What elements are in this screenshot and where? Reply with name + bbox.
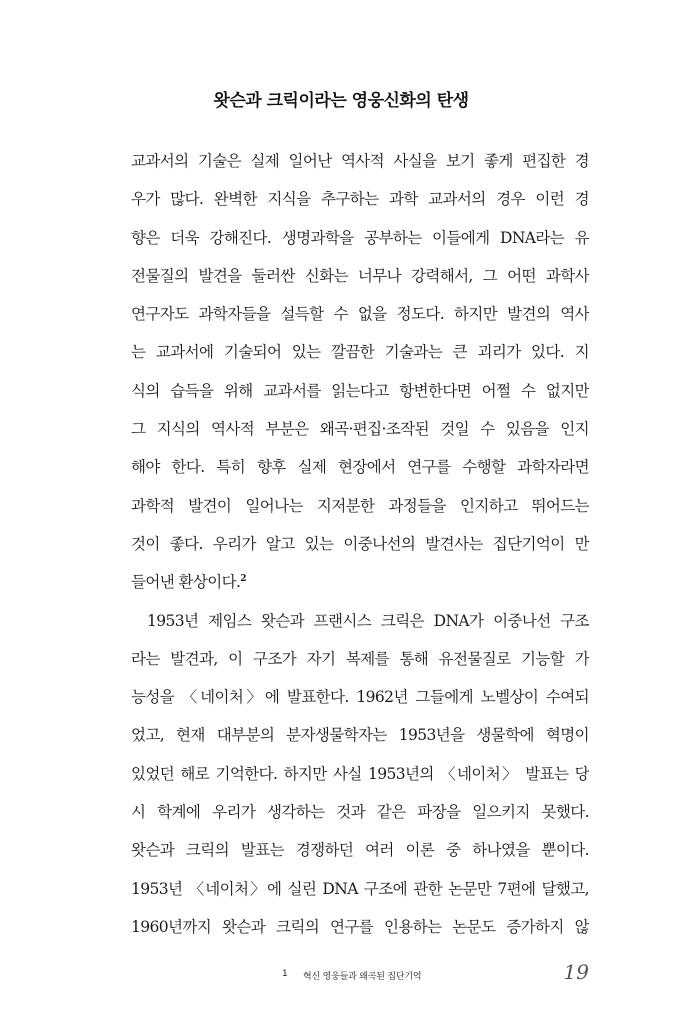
text-line: 라는 발견과, 이 구조가 자기 복제를 통해 유전물질로 기능할 가 <box>131 649 589 668</box>
body-text <box>131 142 589 946</box>
running-title: 혁신 영웅들과 왜곡된 집단기억 <box>303 972 422 982</box>
text-line: 과학적 발견이 일어나는 지저분한 과정들을 인지하고 뛰어드는 <box>131 496 589 515</box>
page-number: 19 <box>563 960 589 984</box>
text-line: 1960년까지 왓슨과 크릭의 연구를 인용하는 논문도 증가하지 않 <box>131 917 589 936</box>
text-line: 우가 많다. 완벽한 지식을 추구하는 과학 교과서의 경우 이런 경 <box>131 190 589 209</box>
text-line: 왓슨과 크릭의 발표는 경쟁하던 여러 이론 중 하나였을 뿐이다. <box>131 841 589 860</box>
text-line-content: 들어낸 환상이다. <box>131 573 241 592</box>
text-line: 능성을 〈네이처〉에 발표한다. 1962년 그들에게 노벨상이 수여되 <box>131 688 589 707</box>
text-line <box>131 602 589 640</box>
text-line: 식의 습득을 위해 교과서를 읽는다고 항변한다면 어쩔 수 없지만 <box>131 381 589 400</box>
text-line: 시 학계에 우리가 생각하는 것과 같은 파장을 일으키지 못했다. <box>131 803 589 822</box>
footnote-marker[interactable]: 2 <box>240 574 246 585</box>
text-line: 것이 좋다. 우리가 알고 있는 이중나선의 발견사는 집단기억이 만 <box>131 534 589 553</box>
text-line: 는 교과서에 기술되어 있는 깔끔한 기술과는 큰 괴리가 있다. 지 <box>131 343 589 362</box>
text-line: 교과서의 기술은 실제 일어난 역사적 사실을 보기 좋게 편집한 경 <box>131 152 589 170</box>
text-line <box>131 563 589 601</box>
text-line-content: 1953년 제임스 왓슨과 프랜시스 크릭은 DNA가 이중나선 구조 <box>147 611 589 630</box>
text-line: 향은 더욱 강해진다. 생명과학을 공부하는 이들에게 DNA라는 유 <box>131 228 589 247</box>
text-line: 었고, 현재 대부분의 분자생물학자는 1953년을 생물학에 혁명이 <box>131 726 589 745</box>
section-title: 왓슨과 크릭이라는 영웅신화의 탄생 <box>213 91 469 111</box>
text-line: 해야 한다. 특히 향후 실제 현장에서 연구를 수행할 과학자라면 <box>131 458 589 477</box>
text-line: 있었던 해로 기억한다. 하지만 사실 1953년의 〈네이처〉 발표는 당 <box>131 764 589 783</box>
text-line: 전물질의 발견을 둘러싼 신화는 너무나 강력해서, 그 어떤 과학사 <box>131 266 589 285</box>
text-line: 1953년 〈네이처〉에 실린 DNA 구조에 관한 논문만 7편에 달했고, <box>131 879 589 898</box>
text-line: 연구자도 과학자들을 설득할 수 없을 정도다. 하지만 발견의 역사 <box>131 305 589 324</box>
chapter-number: 1 <box>282 969 288 979</box>
page-footer <box>0 960 682 990</box>
text-line: 그 지식의 역사적 부분은 왜곡·편집·조작된 것일 수 있음을 인지 <box>131 420 589 439</box>
